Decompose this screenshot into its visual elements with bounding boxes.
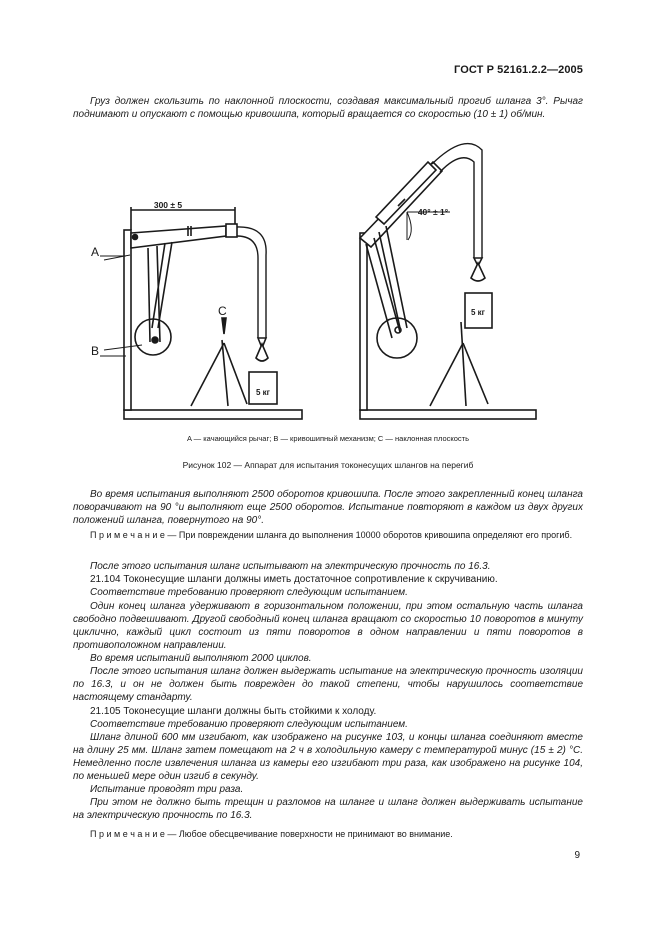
intro-paragraph: Груз должен скользить по наклонной плоскости, создавая максимальный прогиб шланга 3°. Рычаг поднимают и опускают с помощью кривошипа, который вращается со скоростью (10 ± 1) об/мин.: [73, 96, 583, 120]
document-header: ГОСТ Р 52161.2.2—2005: [454, 64, 583, 76]
clause-21-105: 21.105 Токонесущие шланги должны быть стойкими к холоду.: [90, 706, 377, 717]
paragraph-repeat: Испытание проводят три раза.: [90, 784, 244, 795]
paragraph-no-cracks: При этом не должно быть трещин и разломов на шланге и шланг должен выдерживать испытание на электрическую прочность по 16.3.: [73, 797, 583, 821]
label-c: C: [218, 304, 227, 318]
dimension-label-right: 40° ± 1°: [417, 207, 449, 217]
paragraph-twist-test: Один конец шланга удерживают в горизонтальном положении, при этом остальную часть шланга свободно подвешивают. Другой свободный конец шланга вращают со скоростью 10 поворотов в минуту циклично, каждый цикл состоит из пяти поворотов в одном направлении и пяти поворотов в противоположном направлении.: [73, 601, 583, 651]
paragraph-after-twist: После этого испытания шланг должен выдержать испытание на электрическую прочность изоляции по 16.3, и он не должен быть поврежден до такой степени, чтобы нарушилось соответствие настоящему стандарту.: [73, 666, 583, 703]
left-apparatus: [124, 207, 302, 419]
note-2: П р и м е ч а н и е — Любое обесцвечивание поверхности не принимают во внимание.: [90, 829, 453, 839]
figure-caption: Рисунок 102 — Аппарат для испытания токонесущих шлангов на перегиб: [182, 460, 474, 470]
page-number: 9: [574, 850, 580, 861]
paragraph-cold-test: Шланг длиной 600 мм изгибают, как изображено на рисунке 103, и концы шланга соединяют вместе на длину 25 мм. Шланг затем помещают на 2 ч в холодильную камеру с температурой минус (15 ± 2) °С. Немедленно после извлечения шланга из камеры его изгибают три раза, как изображено на рисунке 104, по меньшей мере один изгиб в секунду.: [73, 732, 583, 782]
figure-102: [0, 0, 661, 430]
paragraph-compliance-2: Соответствие требованию проверяют следующим испытанием.: [90, 719, 408, 730]
weight-label-left: 5 кг: [255, 388, 271, 397]
paragraph-after-test: После этого испытания шланг испытывают на электрическую прочность по 16.3.: [90, 561, 491, 572]
paragraph-cycles: Во время испытаний выполняют 2000 циклов.: [90, 653, 312, 664]
paragraph-test-procedure: Во время испытания выполняют 2500 оборотов кривошипа. После этого закрепленный конец шланга поворачивают на 90 °и выполняют еще 2500 оборотов. Испытание повторяют в каждом из двух других положений шланга, повернутого на 90°.: [73, 489, 583, 526]
figure-legend: A — качающийся рычаг; B — кривошипный механизм; C — наклонная плоскость: [186, 434, 469, 443]
label-a: A: [91, 245, 100, 259]
paragraph-compliance-1: Соответствие требованию проверяют следующим испытанием.: [90, 587, 408, 598]
right-apparatus: [360, 144, 536, 419]
dimension-label-left: 300 ± 5: [153, 200, 183, 210]
note-1: П р и м е ч а н и е — При повреждении шланга до выполнения 10000 оборотов кривошипа определяют его прогиб.: [90, 530, 573, 540]
clause-21-104: 21.104 Токонесущие шланги должны иметь достаточное сопротивление к скручиванию.: [90, 574, 498, 585]
weight-label-right: 5 кг: [470, 308, 486, 317]
label-b: B: [91, 344, 100, 358]
